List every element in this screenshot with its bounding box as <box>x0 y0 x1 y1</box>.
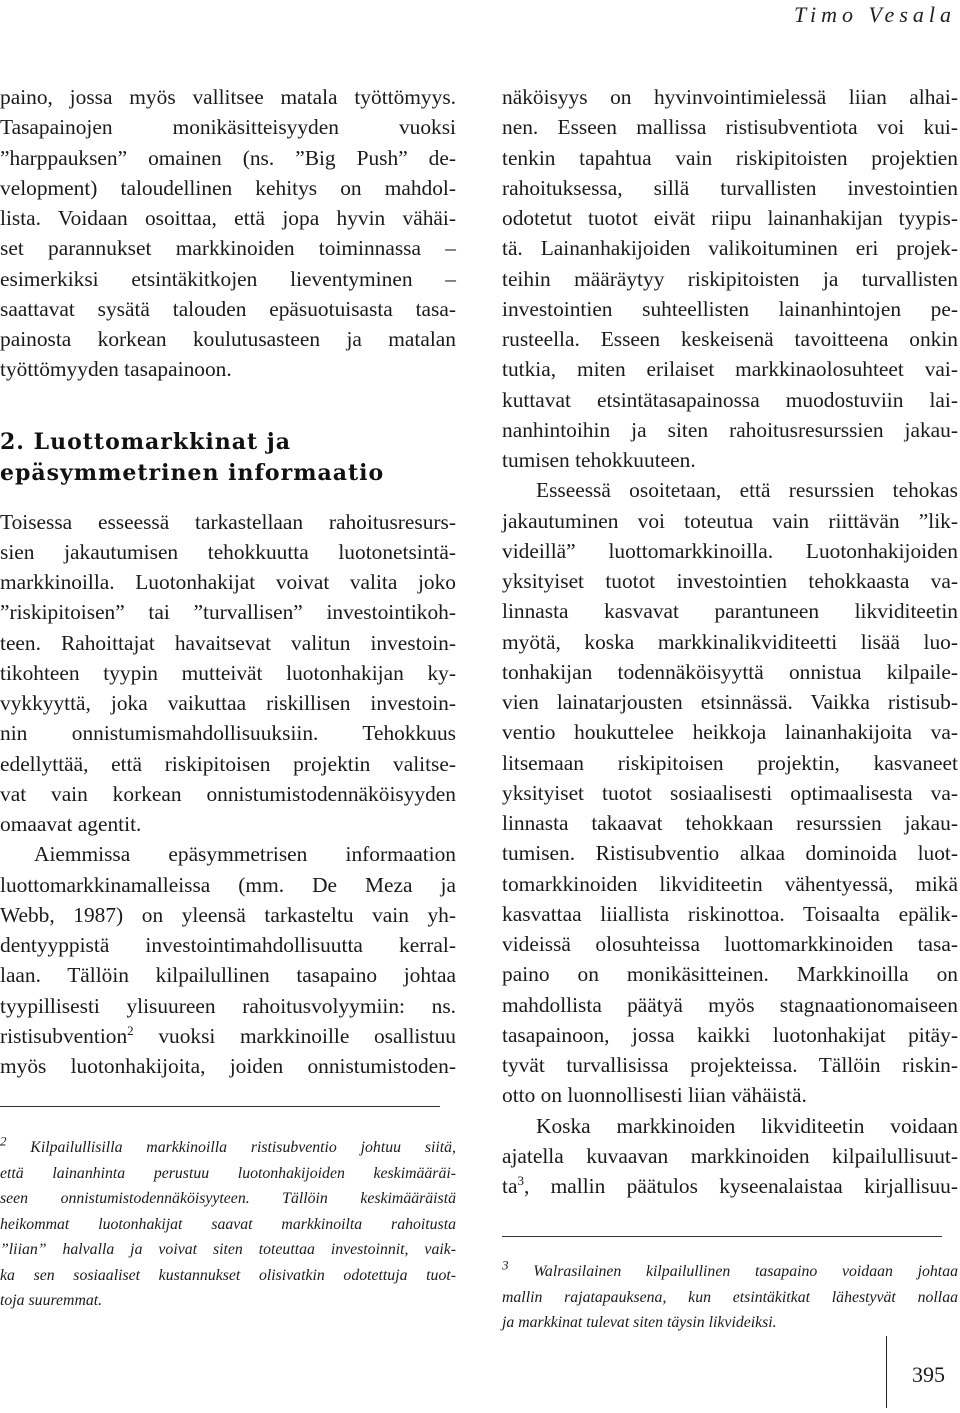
left-paragraph-3 <box>0 839 456 1081</box>
right-paragraph-1 <box>502 82 958 475</box>
text-line: tenkin tapahtua vain riskipitoisten projektien <box>502 145 958 170</box>
text-line: tutkia, miten erilaiset markkinaolosuhteet vai- <box>502 357 958 382</box>
right-paragraph-2 <box>502 475 958 1110</box>
text-line: lista. Voidaan osoittaa, että jopa hyvin vähäi- <box>0 206 456 230</box>
text-line: videillä” luottomarkkinoilla. Luotonhakijoiden <box>502 538 958 563</box>
text-fragment: ristisubvention <box>0 1023 128 1048</box>
text-line: kuttavat etsintätasapainossa muodostuviin lai- <box>502 387 958 412</box>
text-line: tikohteen tyypin mutteivät luotonhakijan ky- <box>0 660 456 685</box>
text-line: tomarkkinoiden likviditeetin vähentyessä, mikä <box>502 871 958 896</box>
text-line: investointien suhteellisten lainanhintojen pe- <box>502 296 958 321</box>
footnote-reference-3[interactable]: 3 <box>517 1172 524 1188</box>
footnote-line: mallin rajatapauksena, kun etsintäkitkat lähestyvät nollaa <box>502 1288 958 1306</box>
text-line: luottomarkkinamalleissa (mm. De Meza ja <box>0 872 456 897</box>
text-line: ventio houkuttelee heikkoja lainanhakijoita va- <box>502 720 958 745</box>
text-line <box>0 1021 456 1051</box>
text-line: litsemaan riskipitoisen projektin, kasvaneet <box>502 750 958 775</box>
text-line: yksityiset tuotot sosiaalisesti optimaalisesta va- <box>502 780 958 805</box>
text-line: Toisessa esseessä tarkastellaan rahoitusresurs- <box>0 509 456 534</box>
text-fragment: ta <box>502 1174 518 1198</box>
text-line: rusteella. Esseen keskeisenä tavoitteena onkin <box>502 327 958 351</box>
text-line: videissä olosuhteissa luottomarkkinoiden tasa- <box>502 932 958 956</box>
text-line: työttömyyden tasapainoon. <box>0 357 232 382</box>
text-line: teihin määräytyy riskipitoisten ja turvallisten <box>502 266 958 291</box>
text-line: nen. Esseen mallissa ristisubventiota voi kui- <box>502 115 958 140</box>
page-number: 395 <box>912 1362 945 1387</box>
text-line: jakautuminen voi toteutua vain riittävän ”lik- <box>502 508 958 533</box>
text-line: dentyyppistä investointimahdollisuutta kerral- <box>0 933 456 957</box>
text-line: tasapainoon, jossa kaikki luotonhakijat pitäy- <box>502 1022 958 1047</box>
text-line: vat vain korkean onnistumistodennäköisyyden <box>0 781 456 806</box>
text-line: tyvät turvallisissa projekteissa. Tällöin riskin- <box>502 1053 958 1077</box>
text-line: linnasta kasvavat parantuneen likviditeetin <box>502 599 958 624</box>
footnote-line: että lainanhinta perustuu luotonhakijoiden keskimääräi- <box>0 1164 456 1182</box>
text-line: odotetut tuotot eivät riipu lainanhakijan tyypis- <box>502 206 958 230</box>
text-line: näköisyys on hyvinvointimielessä liian alhai- <box>502 85 958 109</box>
footnote-line: seen onnistumistodennäköisyyteen. Tällöin keskimääräistä <box>0 1190 456 1207</box>
footnote-line: heikommat luotonhakijat saavat markkinoilta rahoitusta <box>0 1215 456 1233</box>
text-line: vykkyyttä, joka vaikuttaa riskillisen investoin- <box>0 691 456 715</box>
text-line: myös luotonhakijoita, joiden onnistumistoden- <box>0 1054 456 1078</box>
text-line: Aiemmissa epäsymmetrisen informaation <box>34 842 456 867</box>
text-line: rahoituksessa, sillä turvallisten investointien <box>502 175 958 200</box>
text-line: ”harppauksen” omainen (ns. ”Big Push” de- <box>0 145 456 170</box>
text-fragment: , mallin päätulos kyseenalaistaa kirjallisuu- <box>523 1174 958 1198</box>
footnote-divider <box>502 1236 942 1237</box>
text-fragment: Walrasilainen kilpailullinen tasapaino voidaan johtaa <box>508 1263 958 1280</box>
footnote-divider <box>0 1106 440 1107</box>
text-line: kasvattaa liiallista riskinottoa. Toisaalta epälik- <box>502 901 958 926</box>
text-line: paino, jossa myös vallitsee matala työttömyys. <box>0 85 456 109</box>
left-paragraph-2 <box>0 507 456 840</box>
text-line: sien jakautumisen tehokkuutta luotonetsintä- <box>0 539 456 564</box>
left-paragraph-1 <box>0 82 456 385</box>
footnote-2 <box>0 1106 456 1314</box>
text-line: saattavat sysätä talouden epäsuotuisasta tasa- <box>0 296 456 321</box>
right-column <box>502 82 958 1201</box>
text-line: Tasapainojen monikäsitteisyyden vuoksi <box>0 115 456 140</box>
text-fragment: vuoksi markkinoille osallistuu <box>133 1023 456 1048</box>
section-heading-line: 2. Luottomarkkinat ja <box>0 428 292 455</box>
text-line: velopment) taloudellinen kehitys on mahdol- <box>0 175 456 200</box>
footnote-line: ka sen sosiaaliset kustannukset olisivatkin odotettuja tuot- <box>0 1266 456 1284</box>
text-line: tyypillisesti ylisuureen rahoitusvolyymiin: ns. <box>0 993 456 1018</box>
text-line: tonhakijan todennäköisyyttä onnistua kilpaile- <box>502 659 958 684</box>
footnote-line <box>502 1259 958 1285</box>
text-line: set parannukset markkinoiden toiminnassa – <box>0 236 456 261</box>
section-heading-line: epäsymmetrinen informaatio <box>0 459 385 486</box>
text-line: edellyttää, että riskipitoisen projektin valitse- <box>0 751 456 776</box>
text-line: mahdollista päätyä myös stagnaationomaiseen <box>502 992 958 1017</box>
text-line: paino on monikäsitteinen. Markkinoilla on <box>502 962 958 987</box>
text-line: omaavat agentit. <box>0 812 142 836</box>
footnote-line: ”liian” halvalla ja voivat siten toteuttaa investoinnit, vaik- <box>0 1241 456 1258</box>
text-line: Esseessä osoitetaan, että resurssien tehokas <box>536 478 958 503</box>
text-fragment: Kilpailullisilla markkinoilla ristisubventio johtuu siitä, <box>6 1139 456 1156</box>
text-line: tumisen tehokkuuteen. <box>502 448 696 472</box>
right-paragraph-3 <box>502 1111 958 1202</box>
text-line <box>502 1171 958 1201</box>
text-line: ajatella kuvaavan markkinoiden kilpailullisuut- <box>502 1143 958 1168</box>
text-line: nanhintoihin ja siten rahoitusresurssien jakau- <box>502 417 958 442</box>
text-line: tumisen. Ristisubventio alkaa dominoida luot- <box>502 841 958 866</box>
text-line: linnasta takaavat tehokkaan resurssien jakau- <box>502 811 958 835</box>
footnote-line: ja markkinat tulevat siten täysin likvideiksi. <box>502 1314 777 1331</box>
footnote-3 <box>502 1236 958 1336</box>
text-line: ”riskipitoisen” tai ”turvallisen” investointikoh- <box>0 600 456 625</box>
footnote-line: toja suuremmat. <box>0 1292 103 1309</box>
text-line: teen. Rahoittajat havaitsevat valitun investoin- <box>0 630 456 655</box>
footnote-marker: 2 <box>0 1133 7 1149</box>
text-line: esimerkiksi etsintäkitkojen lieventyminen – <box>0 266 456 291</box>
text-line: painosta korkean koulutusasteen ja matalan <box>0 327 456 351</box>
running-header-author: Timo Vesala <box>794 2 956 27</box>
page-number-divider <box>886 1336 887 1408</box>
text-line: laan. Tällöin kilpailullinen tasapaino johtaa <box>0 963 456 988</box>
text-line: Koska markkinoiden likviditeetin voidaan <box>536 1113 958 1138</box>
footnote-line <box>0 1135 456 1161</box>
text-line: myötä, koska markkinalikviditeetti lisää luo- <box>502 629 958 654</box>
text-line: nin onnistumismahdollisuuksiin. Tehokkuus <box>0 721 456 746</box>
section-heading <box>0 427 456 489</box>
text-line: vien lainatarjousten etsinnässä. Vaikka ristisub- <box>502 690 958 714</box>
text-line: otto on luonnollisesti liian vähäistä. <box>502 1083 807 1108</box>
left-column <box>0 82 456 1081</box>
text-line: yksityiset tuotot investointien tehokkaasta va- <box>502 569 958 593</box>
footnote-reference-2[interactable]: 2 <box>127 1022 134 1038</box>
text-line: tä. Lainanhakijoiden valikoituminen eri projek- <box>502 236 958 261</box>
text-line: markkinoilla. Luotonhakijat voivat valita joko <box>0 570 456 594</box>
footnote-marker: 3 <box>502 1257 509 1273</box>
text-line: Webb, 1987) on yleensä tarkasteltu vain yh- <box>0 902 456 927</box>
